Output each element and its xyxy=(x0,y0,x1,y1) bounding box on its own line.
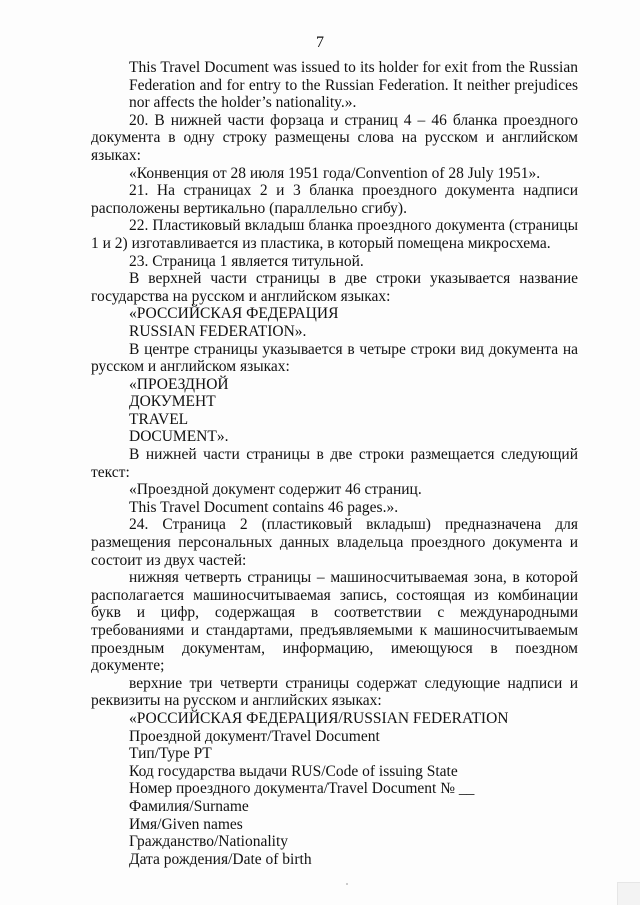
text-paragraph: нижняя четверть страницы – машиносчитываемая зона, в которой располагается машиносчитываемая запись, состоящая из комбинации букв и цифр, содержащая в соответствии с международными требованиями и стандартами, предъявляемыми к машиносчитываемым проездным документам, информацию, имеющуюся в поездном документе; xyxy=(91,569,578,675)
text-paragraph: DOCUMENT». xyxy=(129,428,229,446)
text-paragraph: «РОССИЙСКАЯ ФЕДЕРАЦИЯ xyxy=(129,305,339,323)
text-paragraph: В нижней части страницы в две строки размещается следующий текст: xyxy=(91,446,578,481)
text-paragraph: 24. Страница 2 (пластиковый вкладыш) предназначена для размещения персональных данных владельца проездного документа и состоит из двух частей: xyxy=(91,516,578,569)
text-paragraph: «Конвенция от 28 июля 1951 года/Convention of 28 July 1951». xyxy=(129,164,541,182)
text-paragraph: 22. Пластиковый вкладыш бланка проездного документа (страницы 1 и 2) изготавливается из пластика, в который помещена микросхема. xyxy=(91,217,578,252)
text-paragraph: 23. Страница 1 является титульной. xyxy=(129,252,364,270)
text-paragraph: 20. В нижней части форзаца и страниц 4 – 46 бланка проездного документа в одну строку размещены слова на русском и английском языках: xyxy=(91,111,578,164)
text-paragraph: верхние три четверти страницы содержат следующие надписи и реквизиты на русском и английских языках: xyxy=(91,674,578,710)
text-paragraph: 21. На страницах 2 и 3 бланка проездного документа надписи расположены вертикально (параллельно сгибу). xyxy=(91,182,578,217)
text-paragraph: Тип/Type PT xyxy=(129,745,212,763)
text-paragraph: This Travel Document contains 46 pages.». xyxy=(129,498,399,516)
page-number: 7 xyxy=(316,34,324,51)
text-paragraph: «РОССИЙСКАЯ ФЕДЕРАЦИЯ/RUSSIAN FEDERATION xyxy=(129,709,509,727)
scan-speck xyxy=(346,883,348,885)
text-paragraph: «ПРОЕЗДНОЙ xyxy=(129,375,229,393)
text-paragraph: ДОКУМЕНТ xyxy=(129,393,216,411)
text-paragraph: В центре страницы указывается в четыре строки вид документа на русском и английском языках: xyxy=(91,340,578,376)
text-paragraph: RUSSIAN FEDERATION». xyxy=(129,322,307,340)
text-paragraph: TRAVEL xyxy=(129,410,189,428)
text-paragraph: Код государства выдачи RUS/Code of issuing State xyxy=(129,762,458,780)
text-paragraph: В верхней части страницы в две строки указывается название государства на русском и английском языках: xyxy=(91,270,578,305)
text-paragraph: Проездной документ/Travel Document xyxy=(129,727,380,745)
text-paragraph: «Проездной документ содержит 46 страниц. xyxy=(129,481,422,499)
text-paragraph: Фамилия/Surname xyxy=(129,797,249,815)
text-paragraph: Имя/Given names xyxy=(129,815,243,833)
text-paragraph: This Travel Document was issued to its holder for exit from the Russian Federation and for entry to the Russian Federation. It neither prejudices nor affects the holder’s nationality.». xyxy=(129,59,578,112)
document-body xyxy=(91,59,578,868)
text-paragraph: Гражданство/Nationality xyxy=(129,833,289,851)
text-paragraph: Дата рождения/Date of birth xyxy=(129,850,312,868)
text-paragraph: Номер проездного документа/Travel Document № __ xyxy=(129,780,475,798)
page-corner xyxy=(617,882,640,905)
